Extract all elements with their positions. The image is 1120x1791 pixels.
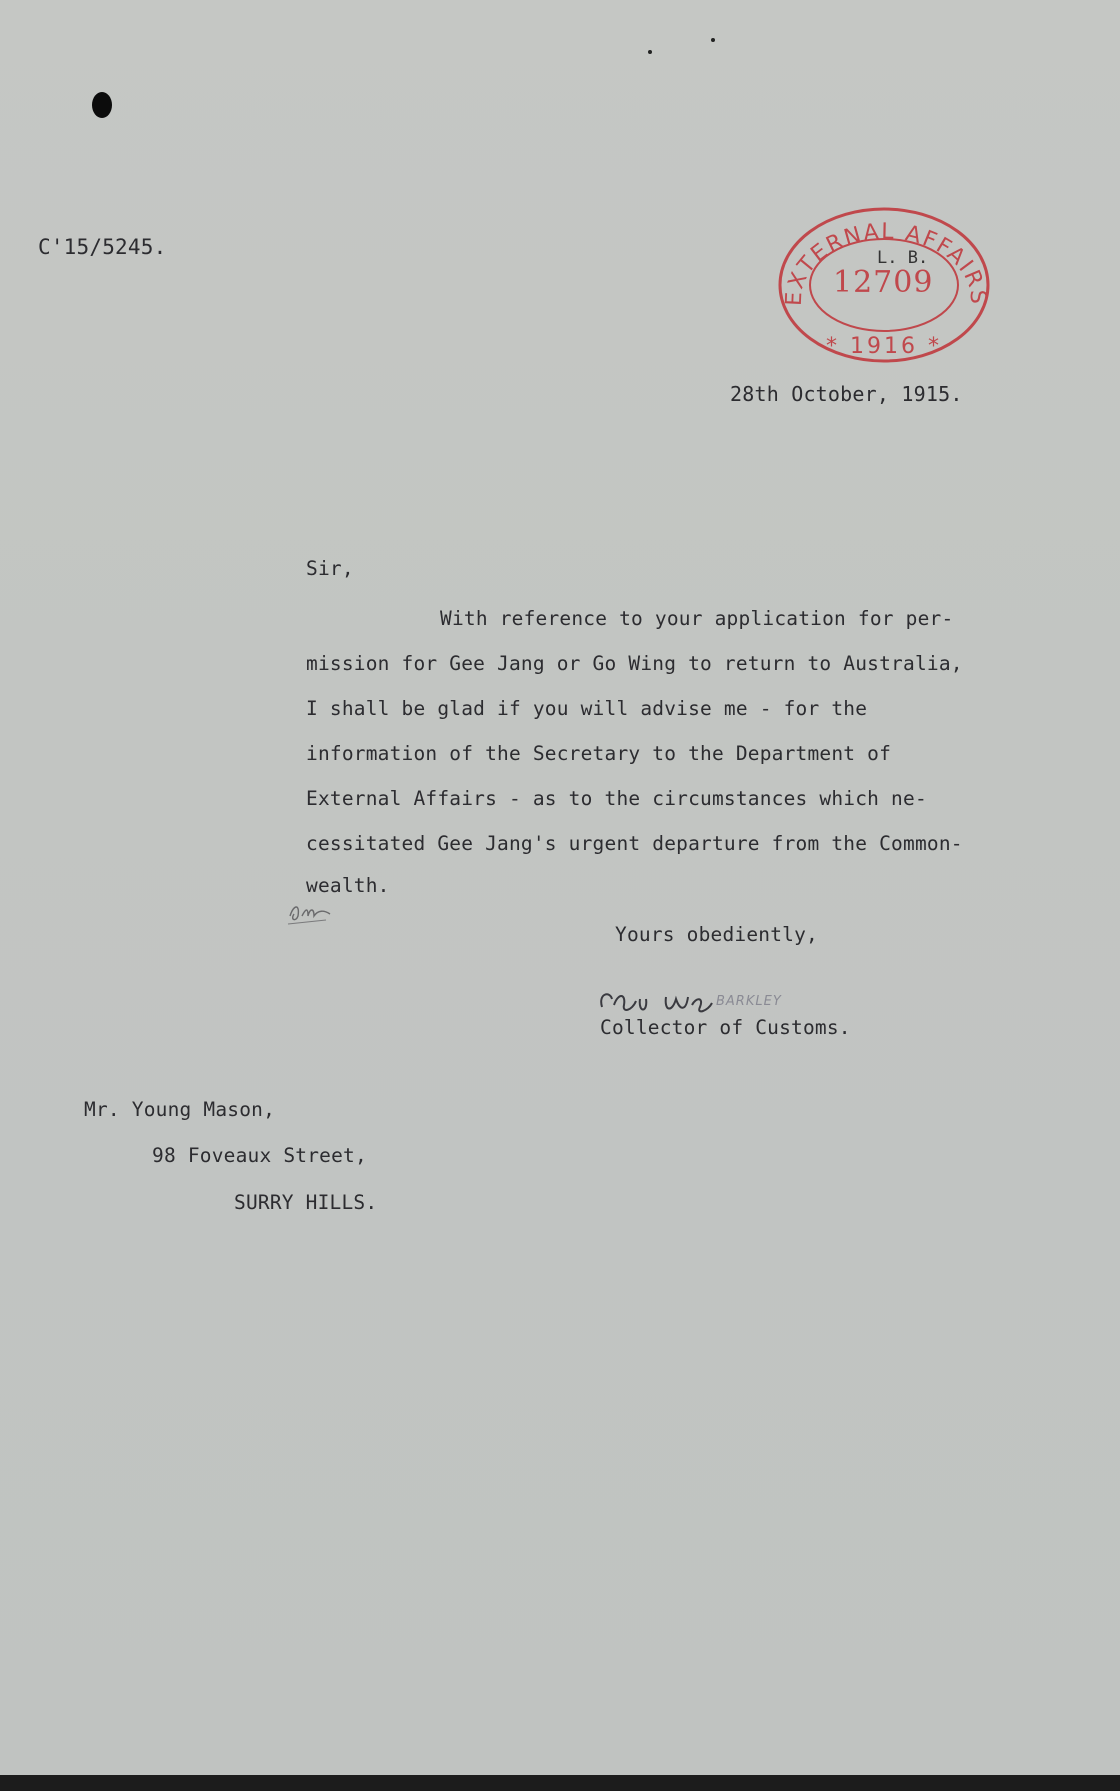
- paper-speck: [648, 50, 652, 54]
- address-line: 98 Foveaux Street,: [152, 1144, 367, 1167]
- svg-text:* 1916 *: * 1916 *: [826, 334, 942, 359]
- letter-date: 28th October, 1915.: [730, 382, 963, 406]
- address-line: SURRY HILLS.: [234, 1191, 378, 1214]
- body-line: I shall be glad if you will advise me - for the: [306, 697, 868, 720]
- punch-hole: [92, 92, 112, 118]
- body-line: cessitated Gee Jang's urgent departure from the Common-: [306, 832, 963, 855]
- body-line: External Affairs - as to the circumstances which ne-: [306, 787, 927, 810]
- body-line: wealth.: [306, 874, 390, 897]
- svg-text:BARKLEY: BARKLEY: [716, 994, 782, 1009]
- stamp-number: 12709: [833, 265, 934, 300]
- svg-text:EXTERNAL AFFAIRS: EXTERNAL AFFAIRS: [781, 219, 991, 307]
- closing: Yours obediently,: [615, 923, 818, 946]
- body-line: mission for Gee Jang or Go Wing to return to Australia,: [306, 652, 963, 675]
- handwritten-initials: [286, 898, 346, 928]
- body-line: With reference to your application for per-: [440, 607, 954, 630]
- salutation: Sir,: [306, 557, 354, 580]
- stamp-series: L. B.: [877, 248, 929, 268]
- address-line: Mr. Young Mason,: [84, 1098, 276, 1121]
- signature-title: Collector of Customs.: [600, 1016, 851, 1039]
- body-line: information of the Secretary to the Department of: [306, 742, 892, 765]
- paper-speck: [711, 38, 715, 42]
- file-reference: C'15/5245.: [38, 235, 167, 259]
- external-affairs-stamp: [773, 205, 995, 365]
